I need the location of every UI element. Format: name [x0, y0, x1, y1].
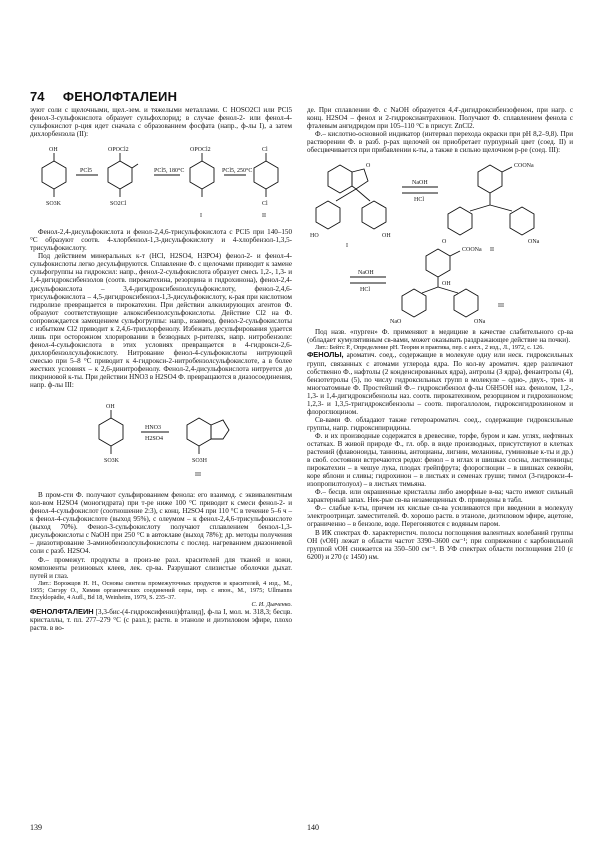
paragraph: Ф.– бесцв. или окрашенные кристаллы либо аморфные в-ва; часто имеют сильный характерный запах. Нек-рые св-ва незамещенных Ф. приведены в табл.: [307, 488, 573, 505]
paragraph: Ф. и их производные содержатся в древесине, торфе, буром и кам. углях, нефтяных остатках. В живой природе Ф., гл. обр. в виде производных, присутствуют в клетках растений (флавоноиды, таннины, антоцианы, лигнин, меланины, гуминовые к-ты и др.) в своб. состоянии встречаются редко: фенол – в иглах и шишках сосны, лиственницы; пирокатехин – в чешуе лука, плодах грейпфрута; флороглюцин – в шишках секвойи, коре яблони и сливы; гидрохинон – в листьях и семенах груши; тимол (3-гидрокси-4-изопропилтолуол) – в листьях тимьяна.: [307, 431, 573, 489]
paragraph: Под назв. «пурген» Ф. применяют в медицине в качестве слабительного ср-ва (обладает кумулятивным св-вами, может оказывать раздражающее действие на почки).: [307, 328, 573, 345]
scheme-label: SO3K: [46, 201, 62, 208]
figure-label: III: [498, 303, 504, 310]
figure-label: NaOH: [358, 270, 374, 277]
scheme-label: PCl5, 250°C: [222, 168, 253, 175]
scheme-label: PCl5, 180°C: [154, 168, 185, 175]
right-column: [307, 106, 573, 561]
page-header: [30, 88, 177, 106]
figure-label: I: [346, 243, 348, 250]
scheme-label: III: [195, 472, 201, 479]
scheme-label: OH: [106, 404, 115, 411]
scheme-label: SO3H: [192, 458, 208, 465]
entry-text: [3,3-бис-(4-гидроксифенил)фталид], ф-ла I, мол. м. 318,3; бесцв. кристаллы, т. пл. 277–279 °С (с разл.); раств. в этаноле и диэтиловом эфире, плохо раств. в во-: [30, 608, 292, 633]
entry-title: ФЕНОЛЫ,: [307, 350, 344, 360]
scheme-label: Cl: [262, 201, 268, 208]
paragraph: Св-вами Ф. обладают также гетероароматич. соед., содержащие гидроксильные группы, напр. гидроксипиридины.: [307, 415, 573, 432]
paragraph: Ф.– промежут. продукты в произ-ве разл. красителей для тканей и кожи, компоненты резиновых клеев, лек. ср-ва. Разрушают слизистые оболочки дыхат. путей и глаз.: [30, 555, 292, 580]
figure-label: O: [366, 163, 371, 170]
paragraph: Ф.– кислотно-основной индикатор (интервал перехода окраски при рН 8,2–9,8). При растворении Ф. в разб. р-рах щелочей он приобретает пурпурный цвет (соед. II) и обесцвечивается при прибавлении к-ты, а также в сильно щелочном р-ре (соед. III):: [307, 130, 573, 155]
figure-label: II: [490, 247, 494, 254]
author-signature: С. И. Дьяченко.: [251, 600, 292, 608]
scheme-label: II: [262, 213, 266, 220]
figure-label: ONa: [474, 319, 486, 326]
references: Лит.: Ворожцов Н. Н., Основы синтеза промежуточных продуктов и красителей, 4 изд., М., 1955; Сигэру О., Химия органических соединений серы, пер. с япон., М., 1975; Ullmanns Encyklopädie, 4 Aufl., Bd 18, Weinheim, 1979, S. 235–37.: [30, 579, 292, 601]
scheme-label: OH: [49, 147, 58, 154]
paragraph: В ИК спектрах Ф. характеристич. полосы поглощения валентных колебаний группы ОН (νОН) лежат в области частот 3390–3600 см⁻¹; при сопряжении с карбонильной группой νОН снижается на 350–500 см⁻¹. В УФ спектрах области поглощения 210 (ε 6200) и 270 (ε 1450) нм.: [307, 528, 573, 561]
entry-text: ароматич. соед., содержащие в молекуле одну или неск. гидроксильных групп, связанных с атомами углерода ядра. По кол-ву ароматич. ядер различают собственно Ф., нафтолы (2 конденсированных ядра), антролы (3 ядра), фенантролы (4), бензотетролы (5), по числу гидроксильных групп в молекуле – одно-, двух-, трех- и многоатомные Ф. Простейший Ф.– гидроксибензол ф-лы C6H5OH наз. фенолом, 1,2-, 1,3- и 1,4-дигидроксибензолы наз. соотв. пирокатехином, резорцином и гидрохиноном; 1,2,3- и 1,3,5-тригидроксибензолы – соотв. пирогаллолом, гидроксигидрохиноном и флороглюцином.: [307, 351, 573, 416]
references: Лит.: Бейтс Р., Определение рН. Теория и практика, пер. с англ., 2 изд., Л., 1972, с. 126.: [315, 344, 544, 352]
scheme-label: OPOCl2: [108, 147, 129, 154]
phenolphthalein-equilibrium-figure: [310, 157, 570, 325]
footer-page-number: 140: [307, 823, 319, 832]
reaction-scheme-phosphate: [36, 141, 286, 225]
scheme-label: Cl: [262, 147, 268, 154]
figure-label: NaOH: [412, 180, 428, 187]
figure-label: OH: [382, 233, 391, 240]
running-title: ФЕНОЛФТАЛЕИН: [62, 89, 178, 104]
paragraph: Ф.– слабые к-ты, причем их кислые св-ва усиливаются при введении в молекулу электроотрицат. заместителей. Ф. хорошо раств. в этаноле, диэтиловом эфире, ацетоне, ограниченно – в бензоле, воде. Перегоняются с водяным паром.: [307, 504, 573, 529]
figure-label: NaO: [390, 319, 402, 326]
scheme-label: SO2Cl: [110, 201, 127, 208]
paragraph: зуют соли с щелочными, щел.-зем. и тяжелыми металлами. С HOSO2Cl или PCl5 фенол-3-сульфокислота образует сульфохлорид; в случае фенол-2- или фенол-4-сульфокислот р-ция идет сначала с образованием фосфата (напр., ф-лы I), а затем дихлорбензола (II):: [30, 106, 292, 139]
figure-label: O: [442, 239, 447, 246]
figure-label: COONa: [514, 163, 534, 170]
paragraph: Фенол-2,4-дисульфокислота и фенол-2,4,6-трисульфокислота с PCl5 при 140–150 °С образуют соотв. 4-хлорбензол-1,3-дисульфокислоту и 4-хлорбензол-1,3,5-трисульфокислоту.: [30, 228, 292, 253]
paragraph: В пром-сти Ф. получают сульфированием фенола: его взаимод. с эквивалентным кол-вом H2SO4 (моногидрата) при т-ре ниже 100 °С приводит к смеси фенол-2- и фенол-4-сульфокислот (соотношение 2:3), с конц. H2SO4 при 110 °С в течение 5–6 ч – к фенол-4-сульфокислоте (выход 95%), с олеумом – к фенол-2,4,6-трисульфокислоте (выход 70%). Фенол-3-сульфокислоту получают сплавлением бензол-1,3-дисульфокислоты с NaOH при 250 °С в автоклаве (выход 78%); др. методы получения – диазотирование 3-аминобензолсульфокислоты с послед. нагреванием диазониевой соли с разб. H2SO4.: [30, 491, 292, 556]
page-number: 74: [30, 89, 45, 104]
scheme-label: I: [200, 213, 202, 220]
scheme-label: H2SO4: [145, 436, 164, 443]
left-column: [30, 106, 292, 632]
figure-label: HCl: [414, 197, 425, 204]
footer-page-number: 139: [30, 823, 42, 832]
scheme-label: SO3K: [104, 458, 120, 465]
paragraph: Под действием минеральных к-т (HCl, H2SO4, H3PO4) фенол-2- и фенол-4-сульфокислоты легко десульфируются. Сплавление Ф. с щелочами приводит к замене сульфогруппы на гидроксил: напр., фенол-2-сульфокислота образует смесь 1,2-, 1,3- и 1,4-дигидроксибензолов (соотв. пирокатехина, резорцина и гидрохинона), фенол-2,4-дисульфокислота – 3,4-дигидроксибензолсульфокислоту, фенол-2,4,6-трисульфокислота – 4,5-дигидроксибензол-1,3-дисульфокислоту, к-рая при кислотном гидролизе превращается в пирокатехин. При действии алкилирующих агентов Ф. образуют соответствующие алкоксибензолсульфокислоты. Действие Cl2 на Ф. сопровождается замещением сульфогруппы: напр., взаимод. фенол-2-сульфокислоты с избытком Cl2 приводит к 2,4,6-трихлорфенолу. Избежать десульфирования удается лишь при осторожном хлорировании в безводных р-рителях, напр. нитробензоле: фенол-4-сульфокислота в этих условиях превращается в 4-гидрокси-2,6-дихлорбензолсульфокислоту. Нитрование фенол-4-сульфокислоты нитрующей смесью при 5–8 °С приводит к 4-гидрокси-2-нитробензолсульфокислоте, а в более жестких условиях – к 2,6-динитрофенолу. Фенол-2,4-дисульфокислота нитруется до пикриновой к-ты. При действии HNO3 в H2SO4 Ф. превращаются в диазосоединения, напр. ф-лы III:: [30, 252, 292, 390]
figure-label: HCl: [360, 287, 371, 294]
scheme-label: HNO3: [145, 425, 161, 432]
scheme-label: PCl5: [80, 168, 93, 175]
entry-title: ФЕНОЛФТАЛЕИН: [30, 607, 94, 617]
figure-label: OH: [442, 281, 451, 288]
figure-label: COONa: [462, 247, 482, 254]
paragraph: де. При сплавлении Ф. с NaOH образуется 4,4'-дигидроксибензофенон, при нагр. с конц. H2SO4 – фенол и 2-гидроксиантрахинон. Получают Ф. сплавлением фенола с фталевым ангидридом при 105–110 °С в присут. ZnCl2.: [307, 106, 573, 131]
figure-label: ONa: [528, 239, 540, 246]
figure-label: HO: [310, 233, 319, 240]
scheme-label: OPOCl2: [190, 147, 211, 154]
reaction-scheme-diazo: [71, 392, 251, 488]
